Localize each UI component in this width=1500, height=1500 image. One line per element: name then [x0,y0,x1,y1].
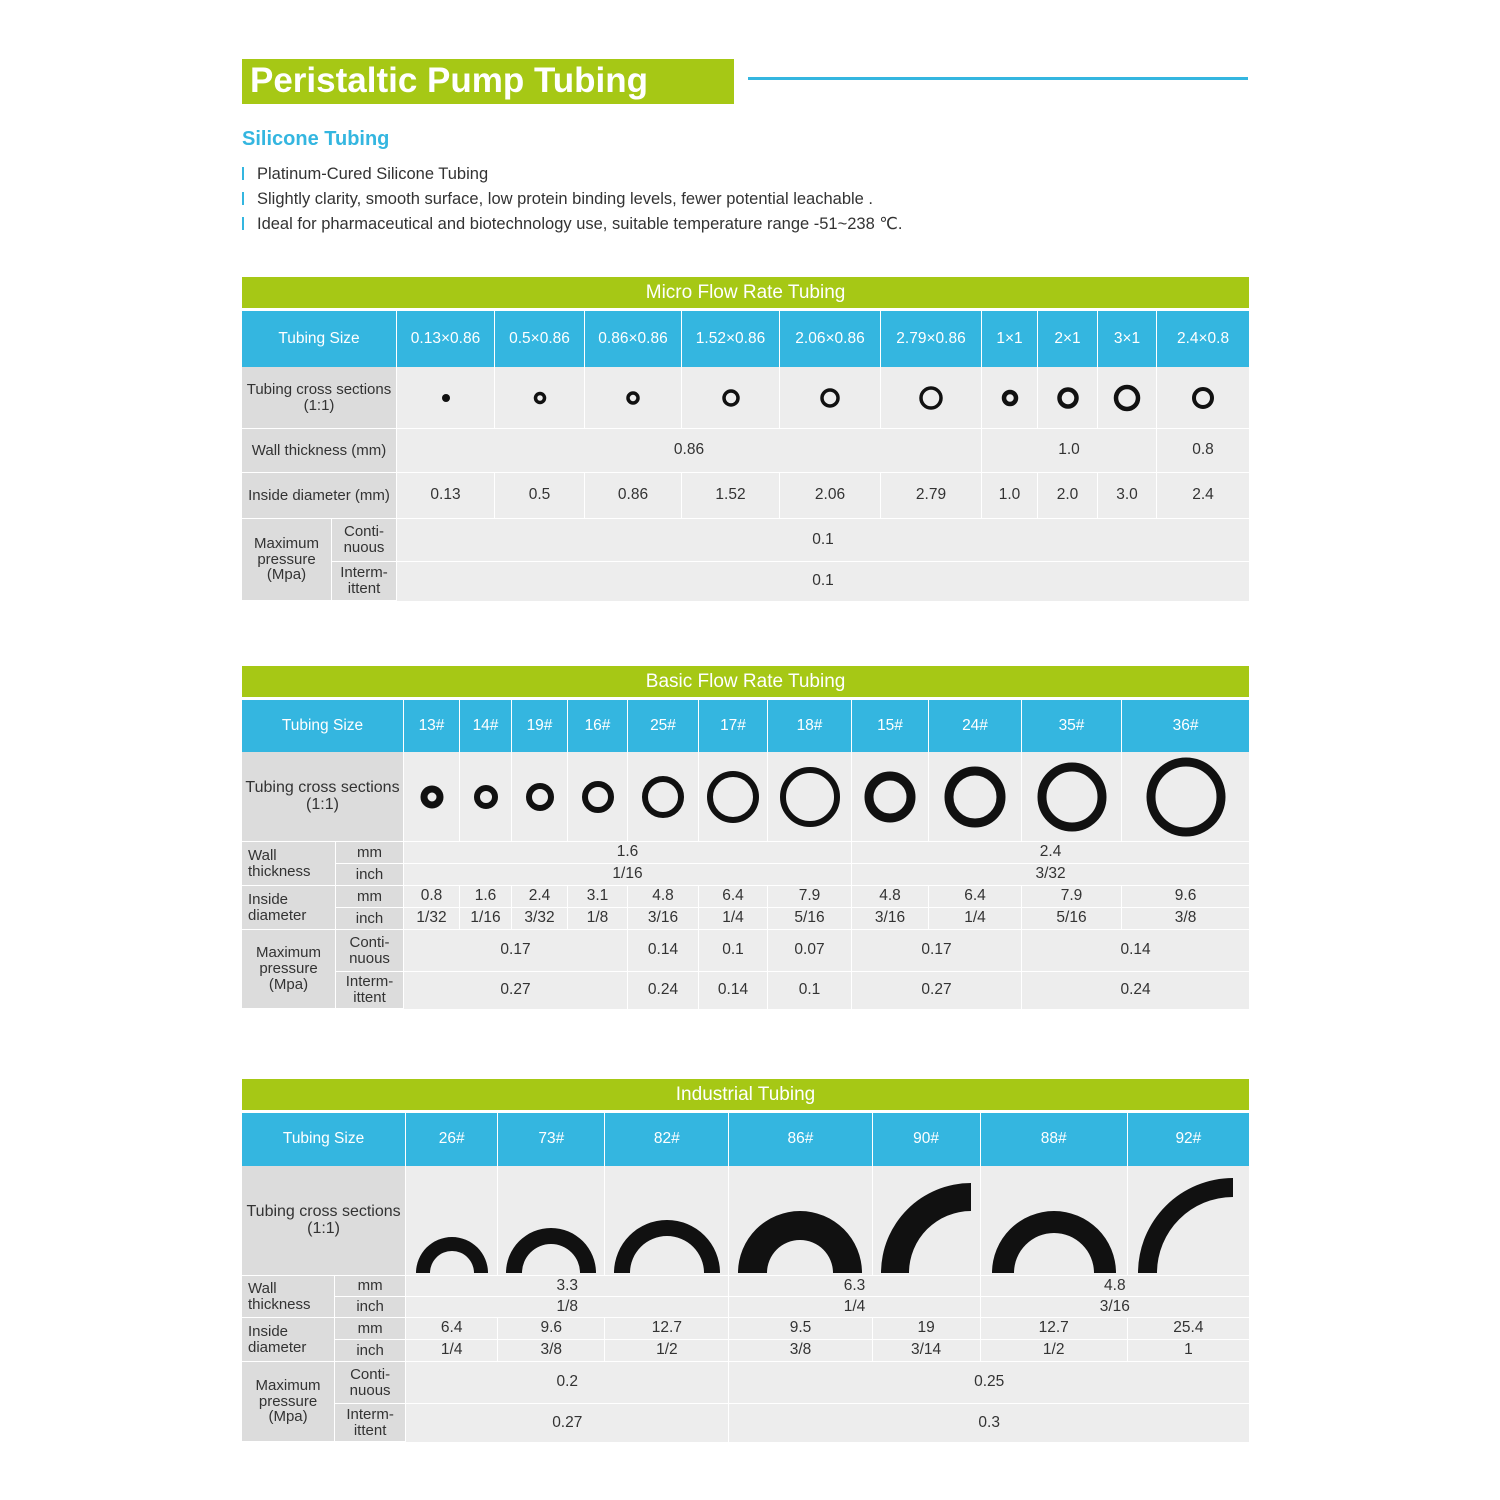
tube-cross-section-icon [990,378,1030,418]
cross-section-cell [929,752,1022,842]
size-header: 24# [929,700,1022,752]
bullet-bar [242,167,244,180]
quarter-tube-section-icon [876,1175,976,1275]
size-header: 2×1 [1038,311,1098,367]
size-header: 88# [981,1113,1128,1166]
max-pressure-label: Maximum pressure (Mpa) [242,930,336,1009]
size-header: 2.06×0.86 [780,311,881,367]
feature-text: Platinum-Cured Silicone Tubing [257,165,489,183]
tube-cross-section-icon [407,772,457,822]
size-header: 3×1 [1098,311,1157,367]
size-header: 90# [873,1113,981,1166]
size-header: 0.5×0.86 [495,311,585,367]
cross-section-cell [768,752,852,842]
tube-cross-section-icon [426,378,466,418]
cross-section-cell [1098,367,1157,429]
id-inch-value: 1/4 [406,1340,498,1362]
size-header: 36# [1122,700,1249,752]
inside-diameter-value: 2.06 [780,473,881,519]
size-header: 19# [512,700,568,752]
id-mm-value: 9.6 [498,1318,605,1340]
id-mm-value: 6.4 [929,886,1022,908]
intermittent-label: Interm- ittent [335,1404,406,1442]
cross-section-cell [1022,752,1122,842]
section-subtitle: Silicone Tubing [242,128,390,150]
feature-item [242,162,902,187]
cross-section-cell [397,367,495,429]
inside-diameter-label: Inside diameter (mm) [242,473,397,519]
unit-inch-label: inch [335,1340,406,1362]
intermittent-pressure-value: 0.1 [768,972,852,1009]
id-mm-value: 6.4 [699,886,768,908]
inside-diameter-value: 2.0 [1038,473,1098,519]
continuous-label: Conti- nuous [332,519,397,562]
size-header: 25# [628,700,699,752]
id-inch-value: 1/2 [981,1340,1128,1362]
cross-section-cell [404,752,460,842]
cross-section-cell [605,1166,729,1276]
tube-cross-section-icon [461,772,511,822]
id-mm-value: 3.1 [568,886,628,908]
wall-thickness-label: Wall thickness (mm) [242,429,397,473]
wall-mm-value: 3.3 [406,1276,729,1297]
continuous-pressure-value: 0.25 [729,1362,1249,1404]
inside-diameter-value: 0.86 [585,473,682,519]
cross-section-label: Tubing cross sections (1:1) [242,752,404,842]
unit-mm-label: mm [336,842,404,864]
tube-cross-section-icon [1034,759,1110,835]
intermittent-pressure-value: 0.27 [404,972,628,1009]
unit-inch-label: inch [335,1297,406,1318]
id-mm-value: 4.8 [852,886,929,908]
unit-inch-label: inch [336,908,404,930]
wall-thickness-label: Wall thickness [242,842,336,886]
cross-section-label: Tubing cross sections (1:1) [242,367,397,429]
cross-section-cell [699,752,768,842]
id-mm-value: 2.4 [512,886,568,908]
size-header: 92# [1128,1113,1249,1166]
tubing-size-header: Tubing Size [242,311,397,367]
page-title-banner [242,59,734,104]
tube-cross-section-icon [573,772,623,822]
id-mm-value: 7.9 [768,886,852,908]
intermittent-pressure-value: 0.14 [699,972,768,1009]
intermittent-pressure-value: 0.24 [1022,972,1249,1009]
cross-section-cell [682,367,780,429]
inside-diameter-value: 0.5 [495,473,585,519]
intermittent-pressure-value: 0.3 [729,1404,1249,1442]
unit-inch-label: inch [336,864,404,886]
tube-cross-section-icon [777,764,843,830]
wall-mm-value: 1.6 [404,842,852,864]
size-header: 1×1 [982,311,1038,367]
cross-section-cell [1128,1166,1249,1276]
id-inch-value: 3/32 [512,908,568,930]
continuous-pressure-value: 0.14 [628,930,699,972]
id-inch-value: 1/4 [929,908,1022,930]
id-inch-value: 1/2 [605,1340,729,1362]
cross-section-cell [495,367,585,429]
half-tube-section-icon [412,1175,492,1275]
wall-mm-value: 2.4 [852,842,1249,864]
size-header: 0.13×0.86 [397,311,495,367]
size-header: 86# [729,1113,872,1166]
size-header: 17# [699,700,768,752]
wall-thickness-value: 1.0 [982,429,1157,473]
size-header: 2.4×0.8 [1157,311,1249,367]
max-pressure-label: Maximum pressure (Mpa) [242,519,332,601]
intermittent-label: Interm- ittent [332,562,397,601]
quarter-tube-section-icon [1133,1175,1243,1275]
tube-cross-section-icon [613,378,653,418]
cross-section-cell [780,367,881,429]
industrial-table [242,1079,1249,1442]
wall-mm-value: 6.3 [729,1276,980,1297]
micro-table-title: Micro Flow Rate Tubing [242,277,1249,311]
continuous-pressure-value: 0.1 [397,519,1249,562]
feature-item [242,212,902,237]
feature-text: Slightly clarity, smooth surface, low protein binding levels, fewer potential leachable . [257,190,874,208]
id-inch-value: 5/16 [768,908,852,930]
continuous-label: Conti- nuous [335,1362,406,1404]
size-header: 2.79×0.86 [881,311,982,367]
wall-inch-value: 1/16 [404,864,852,886]
continuous-pressure-value: 0.1 [699,930,768,972]
id-inch-value: 1/8 [568,908,628,930]
id-mm-value: 9.6 [1122,886,1249,908]
size-header: 26# [406,1113,498,1166]
feature-text: Ideal for pharmaceutical and biotechnology use, suitable temperature range -51~238 ℃. [257,215,903,233]
tube-cross-section-icon [1107,378,1147,418]
tube-cross-section-icon [940,762,1010,832]
id-inch-value: 1/4 [699,908,768,930]
cross-section-cell [406,1166,498,1276]
cross-section-cell [512,752,568,842]
id-inch-value: 3/16 [852,908,929,930]
intermittent-pressure-value: 0.24 [628,972,699,1009]
tube-cross-section-icon [703,767,763,827]
tube-cross-section-icon [520,378,560,418]
continuous-pressure-value: 0.2 [406,1362,729,1404]
size-header: 15# [852,700,929,752]
id-inch-value: 5/16 [1022,908,1122,930]
bullet-bar [242,217,244,230]
tubing-size-header: Tubing Size [242,700,404,752]
half-tube-section-icon [988,1175,1120,1275]
intermittent-pressure-value: 0.27 [852,972,1022,1009]
id-mm-value: 25.4 [1128,1318,1249,1340]
intermittent-label: Interm- ittent [336,972,404,1009]
wall-mm-value: 4.8 [981,1276,1249,1297]
id-inch-value: 1 [1128,1340,1249,1362]
continuous-label: Conti- nuous [336,930,404,972]
tube-cross-section-icon [1183,378,1223,418]
size-header: 13# [404,700,460,752]
cross-section-cell [981,1166,1128,1276]
intermittent-pressure-value: 0.1 [397,562,1249,601]
inside-diameter-label: Inside diameter [242,886,336,930]
inside-diameter-value: 0.13 [397,473,495,519]
wall-thickness-value: 0.8 [1157,429,1249,473]
id-inch-value: 3/8 [1122,908,1249,930]
tube-cross-section-icon [1143,754,1229,840]
id-mm-value: 1.6 [460,886,512,908]
cross-section-cell [1157,367,1249,429]
size-header: 82# [605,1113,729,1166]
inside-diameter-value: 2.79 [881,473,982,519]
half-tube-section-icon [735,1175,865,1275]
id-mm-value: 12.7 [605,1318,729,1340]
id-mm-value: 4.8 [628,886,699,908]
size-header: 73# [498,1113,605,1166]
id-mm-value: 19 [873,1318,981,1340]
continuous-pressure-value: 0.17 [852,930,1022,972]
cross-section-cell [498,1166,605,1276]
cross-section-cell [1038,367,1098,429]
id-mm-value: 12.7 [981,1318,1128,1340]
tube-cross-section-icon [711,378,751,418]
cross-section-cell [585,367,682,429]
half-tube-section-icon [501,1175,601,1275]
cross-section-cell [873,1166,981,1276]
tube-cross-section-icon [911,378,951,418]
id-mm-value: 6.4 [406,1318,498,1340]
tube-cross-section-icon [636,770,690,824]
feature-item [242,187,902,212]
cross-section-cell [881,367,982,429]
id-mm-value: 9.5 [729,1318,872,1340]
bullet-bar [242,192,244,205]
industrial-table-title: Industrial Tubing [242,1079,1249,1113]
intermittent-pressure-value: 0.27 [406,1404,729,1442]
basic-table-title: Basic Flow Rate Tubing [242,666,1249,700]
size-header: 16# [568,700,628,752]
tube-cross-section-icon [810,378,850,418]
title-divider-line [748,77,1248,80]
id-mm-value: 0.8 [404,886,460,908]
half-tube-section-icon [611,1175,723,1275]
size-header: 0.86×0.86 [585,311,682,367]
micro-flow-table [242,277,1249,601]
cross-section-cell [1122,752,1249,842]
cross-section-cell [729,1166,872,1276]
wall-inch-value: 3/32 [852,864,1249,886]
unit-mm-label: mm [335,1276,406,1297]
id-inch-value: 1/16 [460,908,512,930]
unit-mm-label: mm [335,1318,406,1340]
inside-diameter-label: Inside diameter [242,1318,335,1362]
basic-flow-table [242,666,1249,1009]
tube-cross-section-icon [860,767,920,827]
id-inch-value: 1/32 [404,908,460,930]
unit-mm-label: mm [336,886,404,908]
id-inch-value: 3/8 [729,1340,872,1362]
cross-section-cell [982,367,1038,429]
id-inch-value: 3/14 [873,1340,981,1362]
cross-section-cell [852,752,929,842]
max-pressure-label: Maximum pressure (Mpa) [242,1362,335,1442]
inside-diameter-value: 3.0 [1098,473,1157,519]
cross-section-cell [628,752,699,842]
size-header: 1.52×0.86 [682,311,780,367]
inside-diameter-value: 2.4 [1157,473,1249,519]
id-inch-value: 3/8 [498,1340,605,1362]
page-title: Peristaltic Pump Tubing [250,61,649,100]
id-inch-value: 3/16 [628,908,699,930]
tubing-size-header: Tubing Size [242,1113,406,1166]
id-mm-value: 7.9 [1022,886,1122,908]
wall-inch-value: 1/4 [729,1297,980,1318]
wall-thickness-label: Wall thickness [242,1276,335,1318]
inside-diameter-value: 1.0 [982,473,1038,519]
continuous-pressure-value: 0.07 [768,930,852,972]
wall-thickness-value: 0.86 [397,429,982,473]
feature-list [242,162,902,237]
inside-diameter-value: 1.52 [682,473,780,519]
tube-cross-section-icon [1048,378,1088,418]
size-header: 35# [1022,700,1122,752]
size-header: 14# [460,700,512,752]
tube-cross-section-icon [515,772,565,822]
wall-inch-value: 3/16 [981,1297,1249,1318]
size-header: 18# [768,700,852,752]
cross-section-cell [460,752,512,842]
continuous-pressure-value: 0.14 [1022,930,1249,972]
wall-inch-value: 1/8 [406,1297,729,1318]
cross-section-label: Tubing cross sections (1:1) [242,1166,406,1276]
cross-section-cell [568,752,628,842]
continuous-pressure-value: 0.17 [404,930,628,972]
